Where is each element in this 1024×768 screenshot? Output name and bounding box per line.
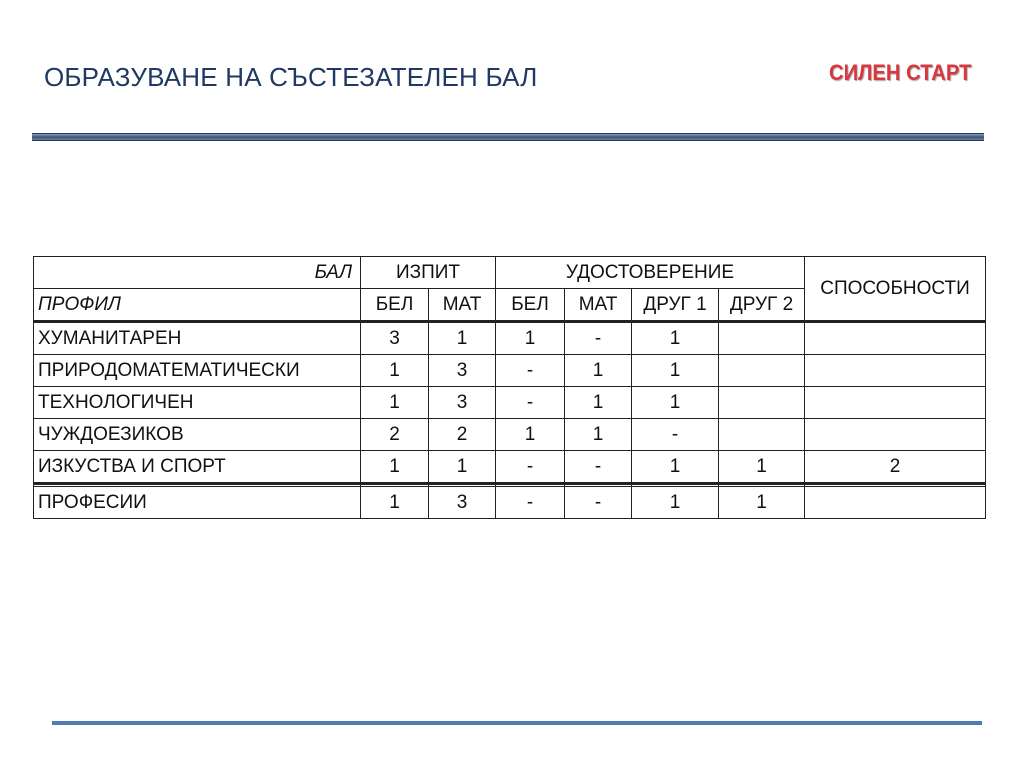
corner-score-label: БАЛ — [34, 257, 361, 289]
row-profile-label: ИЗКУСТВА И СПОРТ — [34, 451, 361, 484]
table-row — [34, 487, 986, 519]
table-cell: 1 — [632, 355, 719, 387]
table-cell: 1 — [565, 387, 632, 419]
table-cell: - — [565, 451, 632, 484]
table-cell: 3 — [361, 322, 429, 355]
table-cell: 1 — [361, 387, 429, 419]
table-cell: 1 — [632, 487, 719, 519]
table-cell: - — [496, 387, 565, 419]
group-header-certificate: УДОСТОВЕРЕНИЕ — [496, 257, 805, 289]
slide-title: ОБРАЗУВАНЕ НА СЪСТЕЗАТЕЛЕН БАЛ — [44, 62, 538, 92]
table-cell — [719, 355, 805, 387]
table-cell: 1 — [361, 451, 429, 484]
table-cell: - — [496, 487, 565, 519]
table-cell: 1 — [565, 355, 632, 387]
table-row — [34, 419, 986, 451]
table-cell — [719, 387, 805, 419]
table-cell: - — [496, 451, 565, 484]
score-formation-table — [33, 256, 986, 519]
table-cell: 2 — [805, 451, 986, 484]
row-profile-label: ПРИРОДОМАТЕМАТИЧЕСКИ — [34, 355, 361, 387]
title-divider — [32, 133, 984, 141]
col-header-exam-bel: БЕЛ — [361, 289, 429, 322]
table-cell: 2 — [361, 419, 429, 451]
table-cell — [805, 419, 986, 451]
table-cell: - — [496, 355, 565, 387]
col-header-cert-bel: БЕЛ — [496, 289, 565, 322]
table-cell: 3 — [429, 355, 496, 387]
table-cell: 1 — [719, 451, 805, 484]
table-row — [34, 451, 986, 484]
table-row — [34, 355, 986, 387]
table-cell: - — [565, 322, 632, 355]
group-header-abilities: СПОСОБНОСТИ — [805, 257, 986, 322]
table-cell — [805, 387, 986, 419]
table-cell: 1 — [565, 419, 632, 451]
table-cell: 1 — [719, 487, 805, 519]
row-profile-label: ХУМАНИТАРЕН — [34, 322, 361, 355]
table-cell: 3 — [429, 387, 496, 419]
row-profile-label: ПРОФЕСИИ — [34, 487, 361, 519]
table-cell: 1 — [361, 487, 429, 519]
table-cell — [719, 322, 805, 355]
corner-profile-label: ПРОФИЛ — [34, 289, 361, 322]
table-cell: 1 — [632, 387, 719, 419]
table-cell — [805, 355, 986, 387]
col-header-cert-mat: МАТ — [565, 289, 632, 322]
footer-divider — [52, 721, 982, 725]
col-header-cert-other2: ДРУГ 2 — [719, 289, 805, 322]
table-cell: 1 — [429, 322, 496, 355]
table-cell: - — [632, 419, 719, 451]
table-row — [34, 387, 986, 419]
table-cell — [805, 487, 986, 519]
row-profile-label: ЧУЖДОЕЗИКОВ — [34, 419, 361, 451]
table-cell: 1 — [632, 322, 719, 355]
col-header-exam-mat: МАТ — [429, 289, 496, 322]
table-cell: 2 — [429, 419, 496, 451]
table-row — [34, 322, 986, 355]
table-cell: 1 — [361, 355, 429, 387]
col-header-cert-other1: ДРУГ 1 — [632, 289, 719, 322]
table-cell — [719, 419, 805, 451]
table-cell: 1 — [496, 419, 565, 451]
table-cell: 1 — [632, 451, 719, 484]
header-row-groups — [34, 257, 986, 289]
silen-start-logo: СИЛЕН СТАРТ — [829, 60, 972, 85]
table-cell: 1 — [429, 451, 496, 484]
table-cell: - — [565, 487, 632, 519]
table-cell — [805, 322, 986, 355]
table-cell: 3 — [429, 487, 496, 519]
group-header-exam: ИЗПИТ — [361, 257, 496, 289]
table-cell: 1 — [496, 322, 565, 355]
row-profile-label: ТЕХНОЛОГИЧЕН — [34, 387, 361, 419]
